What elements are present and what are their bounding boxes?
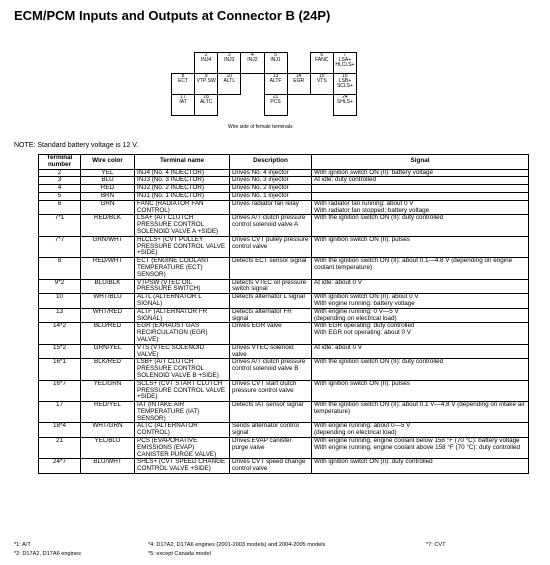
pin-2: 2 INJ4 bbox=[195, 53, 218, 74]
footnote-1: *1: A/T bbox=[14, 542, 31, 548]
terminal-number-cell: 16*1 bbox=[39, 359, 81, 380]
description-cell: Detects VTEC oil pressure switch signal bbox=[230, 279, 312, 294]
wire-color-cell: WHT/RED bbox=[81, 308, 135, 323]
connector-caption: Wire side of female terminals bbox=[228, 124, 293, 130]
wire-color-cell: WHT/GRN bbox=[81, 423, 135, 438]
wire-color-cell: RED/YEL bbox=[81, 402, 135, 423]
terminal-name-cell: HLCLS+ (CVT PULLEY PRESSURE CONTROL VALVE +SIDE) bbox=[135, 236, 230, 257]
description-cell: Drives No. 1 injector bbox=[230, 192, 312, 200]
signal-cell: With engine running: 0 V—5 V (depending on electrical load) bbox=[312, 308, 529, 323]
terminal-name-cell: SCLS+ (CVT START CLUTCH PRESSURE CONTROL VALVE +SIDE) bbox=[135, 380, 230, 401]
signal-cell: With ignition switch ON (II): duty controlled bbox=[312, 459, 529, 474]
description-cell: Drives No. 4 injector bbox=[230, 169, 312, 177]
terminal-name-cell: EGR (EXHAUST GAS RECIRCULATION (EGR) VALVE) bbox=[135, 323, 230, 344]
terminal-name-cell: FANC (RADIATOR FAN CONTROL) bbox=[135, 200, 230, 215]
terminal-number-cell: 6 bbox=[39, 200, 81, 215]
terminal-name-cell: VTPSW (VTEC OIL PRESSURE SWITCH) bbox=[135, 279, 230, 294]
terminal-number-cell: 7*7 bbox=[39, 236, 81, 257]
description-cell: Detects alternator L signal bbox=[230, 294, 312, 309]
table-row bbox=[39, 459, 529, 474]
col-terminal-name: Terminal name bbox=[135, 155, 230, 170]
description-cell: Detects IAT sensor signal bbox=[230, 402, 312, 423]
pin-8: 8 ECT bbox=[172, 74, 195, 95]
signal-cell: At idle: about 0 V bbox=[312, 344, 529, 359]
wire-color-cell: RED bbox=[81, 185, 135, 193]
wire-color-cell: BLU bbox=[81, 177, 135, 185]
wire-color-cell: WHT/BLU bbox=[81, 294, 135, 309]
signal-cell: With the ignition switch ON (II): duty controlled bbox=[312, 215, 529, 236]
table-row bbox=[39, 294, 529, 309]
terminal-name-cell: IAT (INTAKE AIR TEMPERATURE (IAT) SENSOR) bbox=[135, 402, 230, 423]
description-cell: Drives No. 2 injector bbox=[230, 185, 312, 193]
terminal-number-cell: 17 bbox=[39, 402, 81, 423]
terminal-number-cell: 14*2 bbox=[39, 323, 81, 344]
terminal-name-cell: LSB+ (A/T CLUTCH PRESSURE CONTROL SOLENOID VALVE B +SIDE) bbox=[135, 359, 230, 380]
table-row bbox=[39, 279, 529, 294]
description-cell: Drives CVT start clutch pressure control valve bbox=[230, 380, 312, 401]
table-row bbox=[39, 423, 529, 438]
terminal-number-cell: 9*2 bbox=[39, 279, 81, 294]
pin-3: 3 INJ3 bbox=[218, 53, 241, 74]
wire-color-cell: BLU/RED bbox=[81, 323, 135, 344]
terminal-number-cell: 2 bbox=[39, 169, 81, 177]
signal-cell: With engine running: about 0—5 V (depending on electrical load) bbox=[312, 423, 529, 438]
description-cell: Drives EGR valve bbox=[230, 323, 312, 344]
pin-5: 5 INJ1 bbox=[264, 53, 287, 74]
terminal-name-cell: LSA+ (A/T CLUTCH PRESSURE CONTROL SOLENOID VALVE A +SIDE) bbox=[135, 215, 230, 236]
pin-10: 10 ALTL bbox=[218, 74, 241, 95]
terminal-number-cell: 7*1 bbox=[39, 215, 81, 236]
terminal-name-cell: ALTC (ALTERNATOR CONTROL) bbox=[135, 423, 230, 438]
pin-17: 17 IAT bbox=[172, 95, 195, 116]
description-cell: Drives radiator fan relay bbox=[230, 200, 312, 215]
pin-13: 13 ALTF bbox=[264, 74, 287, 95]
footnote-7: *7: CVT bbox=[426, 542, 446, 548]
wire-color-cell: GRN/WHT bbox=[81, 236, 135, 257]
signal-cell: With radiator fan running: about 0 V With radiator fan stopped: battery voltage bbox=[312, 200, 529, 215]
voltage-note: NOTE: Standard battery voltage is 12 V. bbox=[14, 142, 139, 149]
signal-cell: With EGR operating: duty controlled With EGR not operating: about 0 V bbox=[312, 323, 529, 344]
signal-cell: With engine running, engine coolant below 158 °F (70 °C): battery voltage With engine running, engine coolant above 158 °F (70 °C): duty controlled bbox=[312, 438, 529, 459]
connector-diagram bbox=[171, 52, 357, 115]
terminal-name-cell: SHLS+ (CVT SPEED CHANGE CONTROL VALVE +SIDE) bbox=[135, 459, 230, 474]
terminal-number-cell: 18*4 bbox=[39, 423, 81, 438]
table-row bbox=[39, 258, 529, 279]
wire-color-cell: YEL bbox=[81, 169, 135, 177]
description-cell: Sends alternator control signal bbox=[230, 423, 312, 438]
footnote-2: *2: D17A2, D17A6 engines bbox=[14, 551, 81, 557]
table-row bbox=[39, 323, 529, 344]
footnote-4: *4: D17A2, D17A6 engines (2001-2003 models) and 2004-2005 models bbox=[148, 542, 326, 548]
description-cell: Drives VTEC solenoid valve bbox=[230, 344, 312, 359]
signal-cell: With the ignition switch ON (II): about 0.1—4.8 V (depending on engine coolant temperature) bbox=[312, 258, 529, 279]
terminal-number-cell: 15*2 bbox=[39, 344, 81, 359]
description-cell: Drives A/T clutch pressure control solenoid valve B bbox=[230, 359, 312, 380]
signal-cell: At idle: duty controlled bbox=[312, 177, 529, 185]
description-cell: Detects alternator FR signal bbox=[230, 308, 312, 323]
pin-16: 16 LSB+ SCLS+ bbox=[333, 74, 356, 95]
terminal-number-cell: 3 bbox=[39, 177, 81, 185]
description-cell: Drives CVT pulley pressure control valve bbox=[230, 236, 312, 257]
signal-cell: With the ignition switch ON (II): about 0.1 V—4.8 V (depending on intake air temperature) bbox=[312, 402, 529, 423]
col-wire-color: Wire color bbox=[81, 155, 135, 170]
terminal-name-cell: INJ3 (No. 3 INJECTOR) bbox=[135, 177, 230, 185]
terminal-number-cell: 24*7 bbox=[39, 459, 81, 474]
pin-21: 21 PCS bbox=[264, 95, 287, 116]
table-row bbox=[39, 236, 529, 257]
terminal-number-cell: 10 bbox=[39, 294, 81, 309]
wire-color-cell: YEL/GRN bbox=[81, 380, 135, 401]
terminal-number-cell: 16*7 bbox=[39, 380, 81, 401]
table-row bbox=[39, 200, 529, 215]
page-title: ECM/PCM Inputs and Outputs at Connector B (24P) bbox=[14, 8, 331, 23]
signal-cell: At idle: about 0 V bbox=[312, 279, 529, 294]
description-cell: Detects ECT sensor signal bbox=[230, 258, 312, 279]
signal-cell: With ignition switch ON (II): about 0 V With engine running: battery voltage bbox=[312, 294, 529, 309]
table-row bbox=[39, 215, 529, 236]
pin-15: 15 VTS bbox=[310, 74, 333, 95]
signal-cell bbox=[312, 185, 529, 193]
io-table bbox=[38, 154, 529, 474]
table-row bbox=[39, 308, 529, 323]
terminal-number-cell: 13 bbox=[39, 308, 81, 323]
signal-cell: With ignition switch ON (II): pulses bbox=[312, 236, 529, 257]
pin-18: 18 ALTC bbox=[195, 95, 218, 116]
pin-7: 7 LSA+ HLCLS+ bbox=[333, 53, 356, 74]
col-description: Description bbox=[230, 155, 312, 170]
wire-color-cell: GRN/YEL bbox=[81, 344, 135, 359]
terminal-name-cell: INJ4 (No. 4 INJECTOR) bbox=[135, 169, 230, 177]
wire-color-cell: YEL/BLU bbox=[81, 438, 135, 459]
terminal-name-cell: ALTL (ALTERNATOR L SIGNAL) bbox=[135, 294, 230, 309]
table-row bbox=[39, 402, 529, 423]
terminal-name-cell: ECT (ENGINE COOLANT TEMPERATURE (ECT) SENSOR) bbox=[135, 258, 230, 279]
table-row bbox=[39, 438, 529, 459]
table-row bbox=[39, 359, 529, 380]
terminal-number-cell: 4 bbox=[39, 185, 81, 193]
col-terminal: Terminal number bbox=[39, 155, 81, 170]
pin-24: 24 SHLS+ bbox=[333, 95, 356, 116]
table-row bbox=[39, 380, 529, 401]
terminal-name-cell: INJ1 (No. 1 INJECTOR) bbox=[135, 192, 230, 200]
description-cell: Drives CVT speed change control valve bbox=[230, 459, 312, 474]
wire-color-cell: RED/WHT bbox=[81, 258, 135, 279]
terminal-name-cell: INJ2 (No. 2 INJECTOR) bbox=[135, 185, 230, 193]
terminal-name-cell: ALTF (ALTERNATOR FR SIGNAL) bbox=[135, 308, 230, 323]
col-signal: Signal bbox=[312, 155, 529, 170]
pin-14: 14 EGR bbox=[287, 74, 310, 95]
terminal-number-cell: 5 bbox=[39, 192, 81, 200]
footnote-5: *5: except Canada model bbox=[148, 551, 211, 557]
signal-cell: With ignition switch ON (II): pulses bbox=[312, 380, 529, 401]
wire-color-cell: RED/BLK bbox=[81, 215, 135, 236]
pin-4: 4 INJ2 bbox=[241, 53, 264, 74]
pin-9: 9 VTP SW bbox=[195, 74, 218, 95]
table-row bbox=[39, 344, 529, 359]
signal-cell: With ignition switch ON (II): battery voltage bbox=[312, 169, 529, 177]
wire-color-cell: BLK/RED bbox=[81, 359, 135, 380]
signal-cell: With the ignition switch ON (II): duty controlled bbox=[312, 359, 529, 380]
terminal-name-cell: PCS (EVAPORATIVE EMISSIONS (EVAP) CANISTER PURGE VALVE) bbox=[135, 438, 230, 459]
wire-color-cell: BLU/BLK bbox=[81, 279, 135, 294]
terminal-number-cell: 8 bbox=[39, 258, 81, 279]
wire-color-cell: BRN bbox=[81, 192, 135, 200]
pin-6: 6 FANC bbox=[310, 53, 333, 74]
terminal-name-cell: VTS (VTEC SOLENOID VALVE) bbox=[135, 344, 230, 359]
description-cell: Drives No. 3 injector bbox=[230, 177, 312, 185]
terminal-number-cell: 21 bbox=[39, 438, 81, 459]
description-cell: Drives EVAP canister purge valve bbox=[230, 438, 312, 459]
wire-color-cell: BLU/WHT bbox=[81, 459, 135, 474]
description-cell: Drives A/T clutch pressure control solenoid valve A bbox=[230, 215, 312, 236]
wire-color-cell: GRN bbox=[81, 200, 135, 215]
